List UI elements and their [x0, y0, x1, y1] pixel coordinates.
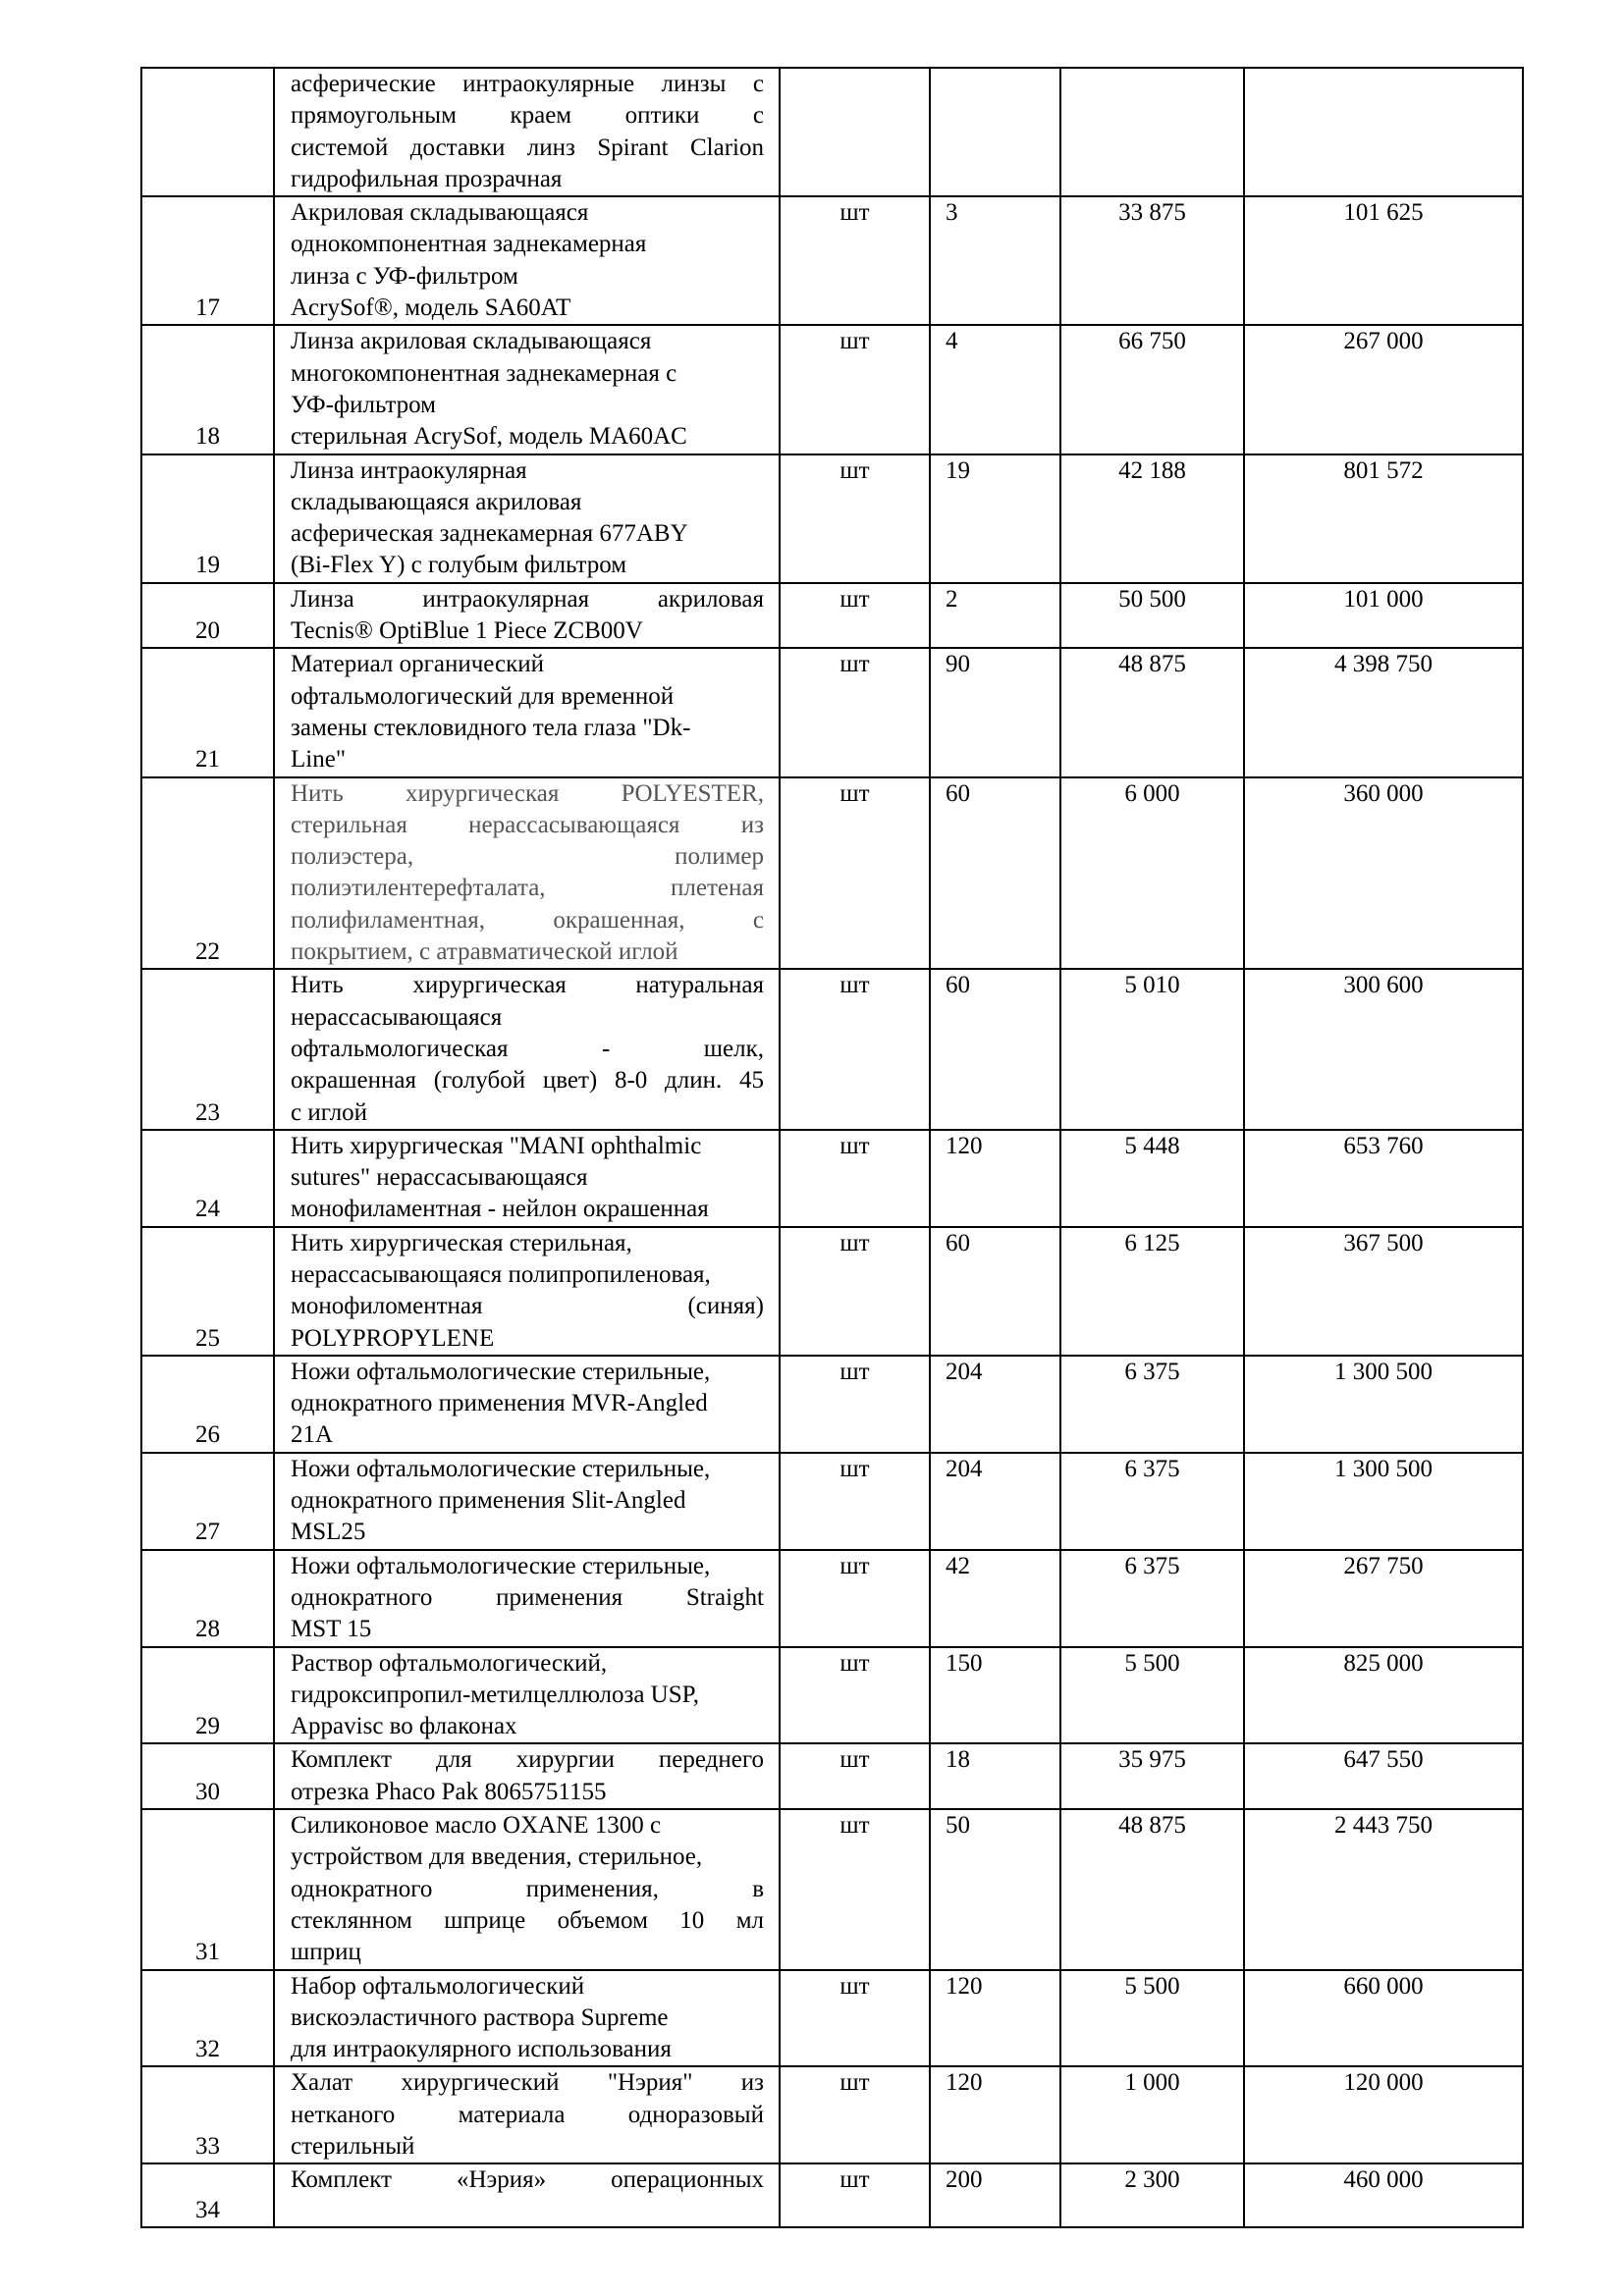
unit-cell: шт	[780, 196, 930, 325]
item-name-line: Нить хирургическая "MANI ophthalmic	[291, 1132, 702, 1159]
quantity-cell: 4	[930, 325, 1060, 454]
item-name-line: Акриловая складывающаяся	[291, 199, 589, 227]
unit-cell: шт	[780, 1227, 930, 1356]
item-name-line: полифиламентная, окрашенная, с	[291, 906, 764, 934]
item-name-line: Набор офтальмологический	[291, 1972, 585, 2000]
unit-price-cell: 6 375	[1060, 1356, 1244, 1453]
item-name-cell	[274, 454, 780, 583]
quantity-cell: 90	[930, 648, 1060, 776]
unit-price-cell: 33 875	[1060, 196, 1244, 325]
item-name-line: гидроксипропил-метилцеллюлоза USP,	[291, 1681, 700, 1708]
total-cell: 101 625	[1244, 196, 1523, 325]
unit-price-cell: 5 500	[1060, 1970, 1244, 2067]
item-name-line: для интраокулярного использования	[291, 2036, 672, 2063]
quantity-cell: 2	[930, 583, 1060, 649]
item-name-line: прямоугольным краем оптики с	[291, 102, 764, 130]
item-name-line: Нить хирургическая стерильная,	[291, 1229, 632, 1256]
total-cell: 653 760	[1244, 1130, 1523, 1227]
total-cell: 1 300 500	[1244, 1356, 1523, 1453]
item-name-line: MSL25	[291, 1519, 366, 1546]
unit-cell: шт	[780, 1356, 930, 1453]
table-row	[141, 1970, 1523, 2067]
item-name-line: стерильная нерассасывающаяся из	[291, 811, 764, 838]
item-name-cell	[274, 1550, 780, 1647]
item-name-line: Линза интраокулярная	[291, 456, 527, 484]
quantity-cell: 200	[930, 2163, 1060, 2227]
item-name-line: Ножи офтальмологические стерильные,	[291, 1455, 711, 1482]
item-name-line: однократного применения MVR-Angled	[291, 1390, 708, 1417]
item-name-line: полиэстера, полимер	[291, 843, 764, 871]
table-row	[141, 1743, 1523, 1809]
item-name-cell	[274, 2066, 780, 2163]
item-name-line: (Bi-Flex Y) с голубым фильтром	[291, 552, 627, 579]
total-cell: 647 550	[1244, 1743, 1523, 1809]
table-row	[141, 1809, 1523, 1969]
quantity-cell: 18	[930, 1743, 1060, 1809]
item-name-line: окрашенная (голубой цвет) 8-0 длин. 45	[291, 1067, 764, 1095]
row-number-cell: 32	[141, 1970, 274, 2067]
unit-cell: шт	[780, 1970, 930, 2067]
item-name-line: нерассасывающаяся полипропиленовая,	[291, 1260, 711, 1288]
item-name-line: отрезка Phaco Pak 8065751155	[291, 1778, 607, 1805]
item-name-line: POLYPROPYLENE	[291, 1324, 495, 1352]
row-number-cell: 33	[141, 2066, 274, 2163]
table-row	[141, 1647, 1523, 1744]
total-cell: 801 572	[1244, 454, 1523, 583]
unit-price-cell: 5 448	[1060, 1130, 1244, 1227]
unit-cell: шт	[780, 777, 930, 970]
row-number-cell: 34	[141, 2163, 274, 2227]
row-number-cell: 29	[141, 1647, 274, 1744]
total-cell: 460 000	[1244, 2163, 1523, 2227]
item-name-line: полиэтилентерефталата, плетеная	[291, 875, 764, 902]
item-name-line: Ножи офтальмологические стерильные,	[291, 1552, 711, 1579]
table-row	[141, 1130, 1523, 1227]
unit-cell: шт	[780, 2066, 930, 2163]
unit-cell: шт	[780, 648, 930, 776]
item-name-line: Материал органический	[291, 651, 545, 678]
total-cell: 101 000	[1244, 583, 1523, 649]
item-name-cell	[274, 325, 780, 454]
item-name-line: Ножи офтальмологические стерильные,	[291, 1358, 711, 1385]
item-name-cell	[274, 68, 780, 196]
quantity-cell: 60	[930, 969, 1060, 1129]
unit-cell: шт	[780, 2163, 930, 2227]
table-row	[141, 2066, 1523, 2163]
item-name-line: однокомпонентная заднекамерная	[291, 231, 647, 258]
unit-price-cell: 5 500	[1060, 1647, 1244, 1744]
row-number-cell: 26	[141, 1356, 274, 1453]
unit-price-cell: 48 875	[1060, 1809, 1244, 1969]
table-row	[141, 1453, 1523, 1550]
item-name-line: шприц	[291, 1939, 361, 1966]
item-name-line: Tecnis® OptiBlue 1 Piece ZCB00V	[291, 617, 643, 645]
item-name-cell	[274, 777, 780, 970]
table-row	[141, 969, 1523, 1129]
unit-price-cell: 50 500	[1060, 583, 1244, 649]
total-cell: 825 000	[1244, 1647, 1523, 1744]
item-name-cell	[274, 196, 780, 325]
item-name-cell	[274, 1453, 780, 1550]
item-name-line: нетканого материала одноразовый	[291, 2101, 764, 2128]
quantity-cell: 60	[930, 777, 1060, 970]
item-name-line: AcrySof®, модель SA60AT	[291, 294, 571, 322]
item-name-line: офтальмологическая - шелк,	[291, 1035, 764, 1062]
item-name-line: MST 15	[291, 1616, 372, 1643]
unit-cell: шт	[780, 1647, 930, 1744]
item-name-line: однократного применения Slit-Angled	[291, 1487, 686, 1515]
item-name-line: линза с УФ-фильтром	[291, 262, 518, 290]
item-name-line: однократного применения, в	[291, 1875, 764, 1902]
unit-price-cell: 1 000	[1060, 2066, 1244, 2163]
unit-cell: шт	[780, 1550, 930, 1647]
item-name-line: стерильная AcrySof, модель MA60AC	[291, 423, 687, 451]
item-name-line: стеклянном шприце объемом 10 мл	[291, 1906, 764, 1934]
item-name-line: складывающаяся акриловая	[291, 488, 582, 515]
quantity-cell: 120	[930, 1130, 1060, 1227]
item-name-line: Линза акриловая складывающаяся	[291, 328, 652, 355]
unit-price-cell	[1060, 68, 1244, 196]
total-cell: 120 000	[1244, 2066, 1523, 2163]
item-name-line: гидрофильная прозрачная	[291, 165, 563, 192]
table-row	[141, 777, 1523, 970]
unit-price-cell: 6 000	[1060, 777, 1244, 970]
row-number-cell: 24	[141, 1130, 274, 1227]
total-cell: 660 000	[1244, 1970, 1523, 2067]
unit-price-cell: 66 750	[1060, 325, 1244, 454]
unit-cell	[780, 68, 930, 196]
quantity-cell: 42	[930, 1550, 1060, 1647]
item-name-cell	[274, 1970, 780, 2067]
table-row	[141, 1356, 1523, 1453]
item-name-line: Линза интраокулярная акриловая	[291, 585, 764, 613]
item-name-line: 21A	[291, 1421, 334, 1449]
total-cell: 367 500	[1244, 1227, 1523, 1356]
quantity-cell: 204	[930, 1356, 1060, 1453]
item-name-cell	[274, 583, 780, 649]
unit-cell: шт	[780, 1743, 930, 1809]
item-name-line: Комплект «Нэрия» операционных	[291, 2166, 764, 2194]
item-name-line: замены стекловидного тела глаза "Dk-	[291, 714, 691, 741]
table-row	[141, 68, 1523, 196]
item-name-cell	[274, 648, 780, 776]
item-name-line: Нить хирургическая POLYESTER,	[291, 779, 764, 807]
item-name-line: стерильный	[291, 2133, 415, 2160]
unit-price-cell: 42 188	[1060, 454, 1244, 583]
row-number-cell: 21	[141, 648, 274, 776]
item-name-line: Раствор офтальмологический,	[291, 1649, 608, 1677]
total-cell: 360 000	[1244, 777, 1523, 970]
unit-cell: шт	[780, 1453, 930, 1550]
table-row	[141, 583, 1523, 649]
item-name-cell	[274, 969, 780, 1129]
total-cell: 1 300 500	[1244, 1453, 1523, 1550]
item-name-cell	[274, 2163, 780, 2227]
row-number-cell: 17	[141, 196, 274, 325]
table-row	[141, 1550, 1523, 1647]
unit-cell: шт	[780, 969, 930, 1129]
quantity-cell: 19	[930, 454, 1060, 583]
item-name-cell	[274, 1227, 780, 1356]
quantity-cell	[930, 68, 1060, 196]
item-name-line: асферическая заднекамерная 677ABY	[291, 520, 688, 548]
total-cell: 4 398 750	[1244, 648, 1523, 776]
item-name-cell	[274, 1743, 780, 1809]
row-number-cell: 22	[141, 777, 274, 970]
quantity-cell: 120	[930, 1970, 1060, 2067]
quantity-cell: 50	[930, 1809, 1060, 1969]
table-row	[141, 196, 1523, 325]
item-name-line: Line"	[291, 746, 347, 774]
quantity-cell: 3	[930, 196, 1060, 325]
total-cell: 2 443 750	[1244, 1809, 1523, 1969]
item-name-line: с иглой	[291, 1098, 368, 1126]
row-number-cell: 25	[141, 1227, 274, 1356]
table-row	[141, 1227, 1523, 1356]
row-number-cell: 23	[141, 969, 274, 1129]
specification-table-body	[141, 68, 1523, 2227]
unit-price-cell: 35 975	[1060, 1743, 1244, 1809]
specification-table	[140, 67, 1524, 2228]
item-name-line: офтальмологический для временной	[291, 682, 675, 710]
item-name-line: Силиконовое масло OXANE 1300 с	[291, 1812, 662, 1840]
item-name-line: Комплект для хирургии переднего	[291, 1746, 764, 1774]
total-cell: 300 600	[1244, 969, 1523, 1129]
quantity-cell: 60	[930, 1227, 1060, 1356]
item-name-line: Нить хирургическая натуральная	[291, 972, 764, 999]
unit-cell: шт	[780, 583, 930, 649]
item-name-line: монофиламентная - нейлон окрашенная	[291, 1196, 709, 1223]
total-cell	[1244, 68, 1523, 196]
unit-cell: шт	[780, 454, 930, 583]
table-row	[141, 454, 1523, 583]
item-name-line: sutures" нерассасывающаяся	[291, 1164, 588, 1192]
table-row	[141, 325, 1523, 454]
unit-cell: шт	[780, 1809, 930, 1969]
item-name-cell	[274, 1356, 780, 1453]
item-name-line: вискоэластичного раствора Supreme	[291, 2003, 669, 2031]
row-number-cell: 31	[141, 1809, 274, 1969]
item-name-cell	[274, 1809, 780, 1969]
unit-price-cell: 6 125	[1060, 1227, 1244, 1356]
unit-cell: шт	[780, 325, 930, 454]
unit-price-cell: 6 375	[1060, 1453, 1244, 1550]
quantity-cell: 204	[930, 1453, 1060, 1550]
unit-price-cell: 6 375	[1060, 1550, 1244, 1647]
item-name-line: Appavisc во флаконах	[291, 1713, 517, 1740]
unit-price-cell: 48 875	[1060, 648, 1244, 776]
row-number-cell	[141, 68, 274, 196]
item-name-line: монофиломентная (синяя)	[291, 1293, 764, 1320]
row-number-cell: 27	[141, 1453, 274, 1550]
item-name-line: УФ-фильтром	[291, 391, 436, 418]
total-cell: 267 750	[1244, 1550, 1523, 1647]
unit-price-cell: 5 010	[1060, 969, 1244, 1129]
table-row	[141, 648, 1523, 776]
item-name-line: нерассасывающаяся	[291, 1003, 503, 1031]
row-number-cell: 19	[141, 454, 274, 583]
item-name-line: однократного применения Straight	[291, 1583, 764, 1611]
table-row	[141, 2163, 1523, 2227]
row-number-cell: 30	[141, 1743, 274, 1809]
total-cell: 267 000	[1244, 325, 1523, 454]
item-name-line: устройством для введения, стерильное,	[291, 1843, 703, 1871]
quantity-cell: 150	[930, 1647, 1060, 1744]
quantity-cell: 120	[930, 2066, 1060, 2163]
row-number-cell: 28	[141, 1550, 274, 1647]
unit-price-cell: 2 300	[1060, 2163, 1244, 2227]
row-number-cell: 18	[141, 325, 274, 454]
row-number-cell: 20	[141, 583, 274, 649]
item-name-line: системой доставки линз Spirant Clarion	[291, 133, 764, 161]
item-name-line: асферические интраокулярные линзы с	[291, 71, 764, 97]
item-name-cell	[274, 1647, 780, 1744]
item-name-cell	[274, 1130, 780, 1227]
unit-cell: шт	[780, 1130, 930, 1227]
item-name-line: многокомпонентная заднекамерная с	[291, 359, 677, 387]
item-name-line: Халат хирургический "Нэрия" из	[291, 2069, 764, 2097]
item-name-line: покрытием, с атравматической иглой	[291, 938, 678, 966]
